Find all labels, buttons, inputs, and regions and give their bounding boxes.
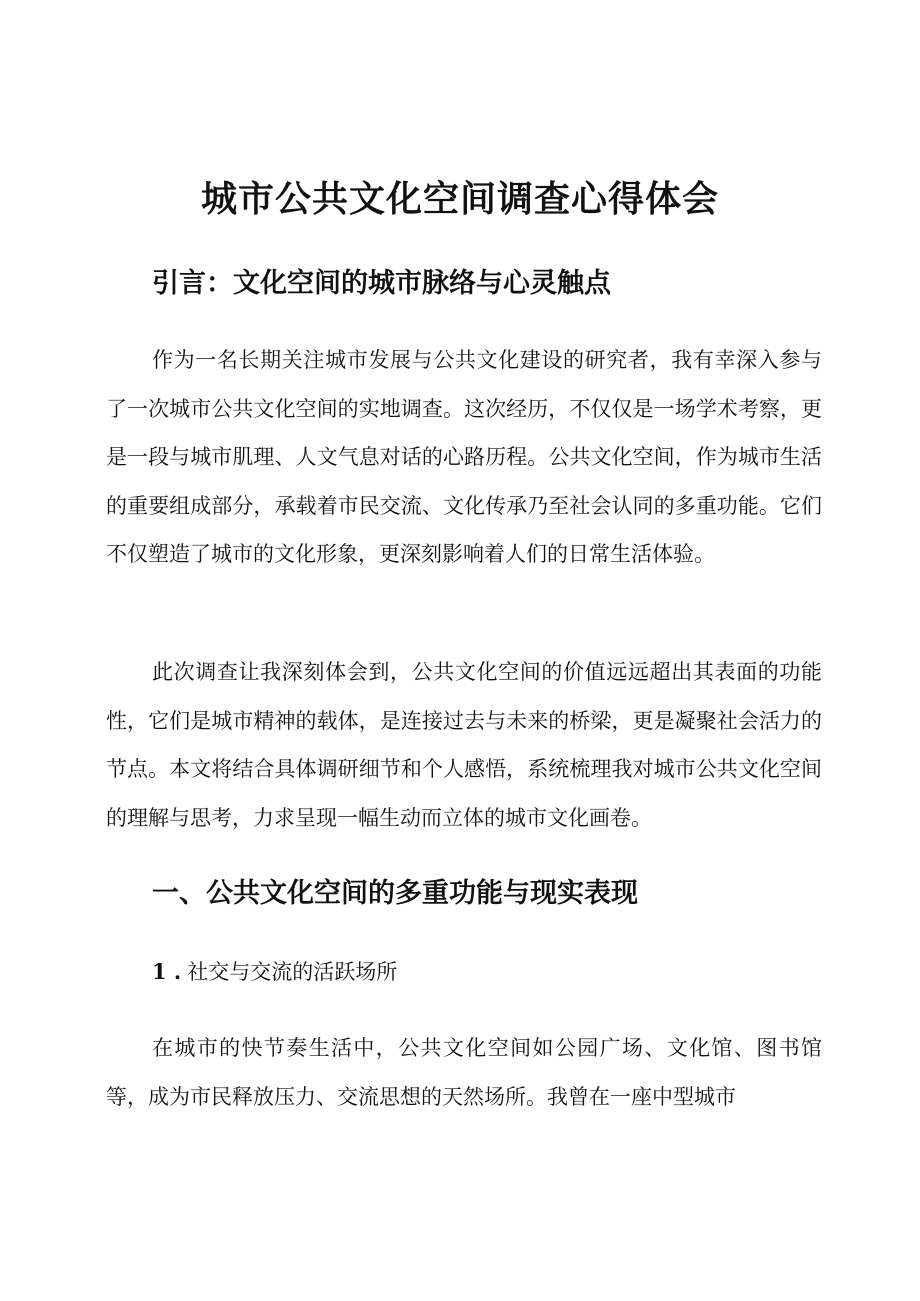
subsection-1-heading — [152, 952, 397, 992]
intro-paragraph-1: 作为一名长期关注城市发展与公共文化建设的研究者，我有幸深入参与了一次城市公共文化空间的实地调查。这次经历，不仅仅是一场学术考察，更是一段与城市肌理、人文气息对话的心路历程。公共文化空间，作为城市生活的重要组成部分，承载着市民交流、文化传承乃至社会认同的多重功能。它们不仅塑造了城市的文化形象，更深刻影响着人们的日常生活体验。 — [106, 348, 822, 566]
subsection-1-title: 社交与交流的活跃场所 — [187, 960, 398, 984]
document-title: 城市公共文化空间调查心得体会 — [200, 179, 719, 220]
intro-paragraph-2: 此次调查让我深刻体会到，公共文化空间的价值远远超出其表面的功能性，它们是城市精神的载体，是连接过去与未来的桥梁，更是凝聚社会活力的节点。本文将结合具体调研细节和个人感悟，系统梳理我对城市公共文化空间的理解与思考，力求呈现一幅生动而立体的城市文化画卷。 — [106, 660, 822, 830]
subsection-1-number: 1 . — [152, 959, 182, 984]
intro-heading: 引言：文化空间的城市脉络与心灵触点 — [152, 268, 611, 299]
section-1-heading: 一、公共文化空间的多重功能与现实表现 — [152, 878, 638, 909]
section-1-paragraph: 在城市的快节奏生活中，公共文化空间如公园广场、文化馆、图书馆等，成为市民释放压力、交流思想的天然场所。我曾在一座中型城市 — [106, 1036, 822, 1109]
